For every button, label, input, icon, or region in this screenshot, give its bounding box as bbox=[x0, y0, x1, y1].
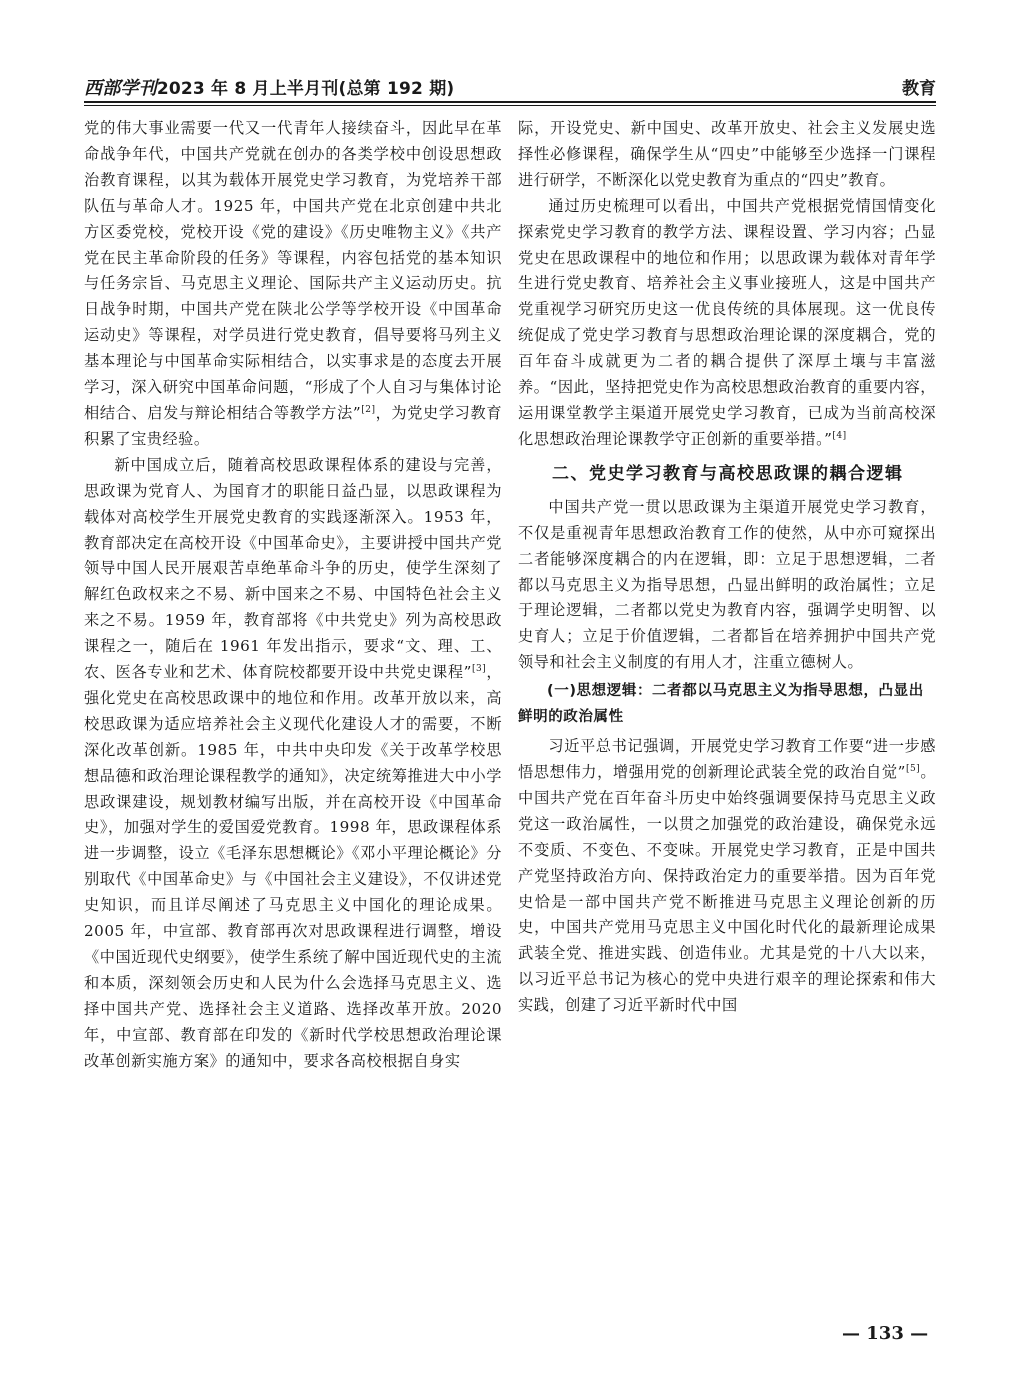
subsection-heading: (一)思想逻辑：二者都以马克思主义为指导思想，凸显出鲜明的政治属性 bbox=[518, 683, 924, 726]
issue-info: 2023 年 8 月上半月刊(总第 192 期) bbox=[156, 79, 455, 99]
section-name: 教育 bbox=[902, 79, 936, 99]
citation: [5] bbox=[905, 763, 921, 774]
paragraph: 际，开设党史、新中国史、改革开放史、社会主义发展史选择性必修课程，确保学生从“四史”中能够至少选择一门课程进行研学，不断深化以党史教育为重点的“四史”教育。 bbox=[518, 119, 936, 189]
header-rule bbox=[84, 101, 936, 103]
header-rule-thin bbox=[84, 105, 936, 106]
running-header bbox=[84, 72, 936, 100]
journal-name: 西部学刊 bbox=[84, 78, 157, 99]
page-number: — 133 — bbox=[842, 1323, 929, 1344]
paragraph: 新中国成立后，随着高校思政课程体系的建设与完善，思政课为党育人、为国育才的职能日益凸显，以思政课程为载体对高校学生开展党史教育的实践逐渐深入。1953 年，教育部决定在高校开设《中国革命史》，主要讲授中国共产党领导中国人民开展艰苦卓绝革命斗争的历史，使学生深刻了解红色政权来之不易、新中国来之不易、中国特色社会主义来之不易。1959 年，教育部将《中共党史》列为高校思政课程之一，随后在 1961 年发出指示，要求“文、理、工、农、医各专业和艺术、体育院校都要开设中共党史课程”[3]，强化党史在高校思政课中的地位和作用。改革开放以来，高校思政课为适应培养社会主义现代化建设人才的需要，不断深化改革创新。1985 年，中共中央印发《关于改革学校思想品德和政治理论课程教学的通知》，决定统筹推进大中小学思政课建设，规划教材编写出版，并在高校开设《中国革命史》，加强对学生的爱国爱党教育。1998 年，思政课程体系进一步调整，设立《毛泽东思想概论》《邓小平理论概论》分别取代《中国革命史》与《中国社会主义建设》，不仅讲述党史知识，而且详尽阐述了马克思主义中国化的理论成果。2005 年，中宣部、教育部再次对思政课程进行调整，增设《中国近现代史纲要》，使学生系统了解中国近现代史的主流和本质，深刻领会历史和人民为什么会选择马克思主义、选择中国共产党、选择社会主义道路、选择改革开放。2020 年，中宣部、教育部在印发的《新时代学校思想政治理论课改革创新实施方案》的通知中，要求各高校根据自身实 bbox=[84, 455, 503, 1070]
left-column bbox=[84, 116, 502, 1075]
right-column bbox=[518, 116, 936, 1019]
header-left bbox=[84, 74, 454, 100]
paragraph: 习近平总书记强调，开展党史学习教育工作要“进一步感悟思想伟力，增强用党的创新理论武装全党的政治自觉”[5]。中国共产党在百年奋斗历史中始终强调要保持马克思主义政党这一政治属性，一以贯之加强党的政治建设，确保党永远不变质、不变色、不变味。开展党史学习教育，正是中国共产党坚持政治方向、保持政治定力的重要举措。因为百年党史恰是一部中国共产党不断推进马克思主义理论创新的历史，中国共产党用马克思主义中国化时代化的最新理论成果武装全党、推进实践、创造伟业。尤其是党的十八大以来，以习近平总书记为核心的党中央进行艰辛的理论探索和伟大实践，创建了习近平新时代中国 bbox=[518, 737, 937, 1015]
paragraph: 通过历史梳理可以看出，中国共产党根据党情国情变化探索党史学习教育的教学方法、课程设置、学习内容；凸显党史在思政课程中的地位和作用；以思政课为载体对青年学生进行党史教育、培养社会主义事业接班人，这是中国共产党重视学习研究历史这一优良传统的具体展现。这一优良传统促成了党史学习教育与思想政治理论课的深度耦合，党的百年奋斗成就更为二者的耦合提供了深厚土壤与丰富滋养。“因此，坚持把党史作为高校思想政治教育的重要内容，运用课堂教学主渠道开展党史学习教育，已成为当前高校深化思想政治理论课教学守正创新的重要举措。”[4] bbox=[518, 196, 936, 448]
citation: [4] bbox=[832, 430, 847, 441]
citation: [3] bbox=[471, 663, 487, 674]
paragraph: 党的伟大事业需要一代又一代青年人接续奋斗，因此早在革命战争年代，中国共产党就在创办的各类学校中创设思想政治教育课程，以其为载体开展党史学习教育，为党培养干部队伍与革命人才。1925 年，中国共产党在北京创建中共北方区委党校，党校开设《党的建设》《历史唯物主义》《共产党在民主革命阶段的任务》等课程，内容包括党的基本知识与任务宗旨、马克思主义理论、国际共产主义运动历史。抗日战争时期，中国共产党在陕北公学等学校开设《中国革命运动史》等课程，对学员进行党史教育，倡导要将马列主义基本理论与中国革命实际相结合，以实事求是的态度去开展学习，深入研究中国革命问题，“形成了个人自习与集体讨论相结合、启发与辩论相结合等教学方法”[2]，为党史学习教育积累了宝贵经验。 bbox=[84, 119, 503, 448]
citation: [2] bbox=[361, 404, 376, 415]
section-heading: 二、党史学习教育与高校思政课的耦合逻辑 bbox=[552, 463, 904, 484]
paragraph: 中国共产党一贯以思政课为主渠道开展党史学习教育，不仅是重视青年思想政治教育工作的使然，从中亦可窥探出二者能够深度耦合的内在逻辑，即：立足于思想逻辑，二者都以马克思主义为指导思想，凸显出鲜明的政治属性；立足于理论逻辑，二者都以党史为教育内容，强调学史明智、以史育人；立足于价值逻辑，二者都旨在培养拥护中国共产党领导和社会主义制度的有用人才，注重立德树人。 bbox=[518, 497, 936, 672]
